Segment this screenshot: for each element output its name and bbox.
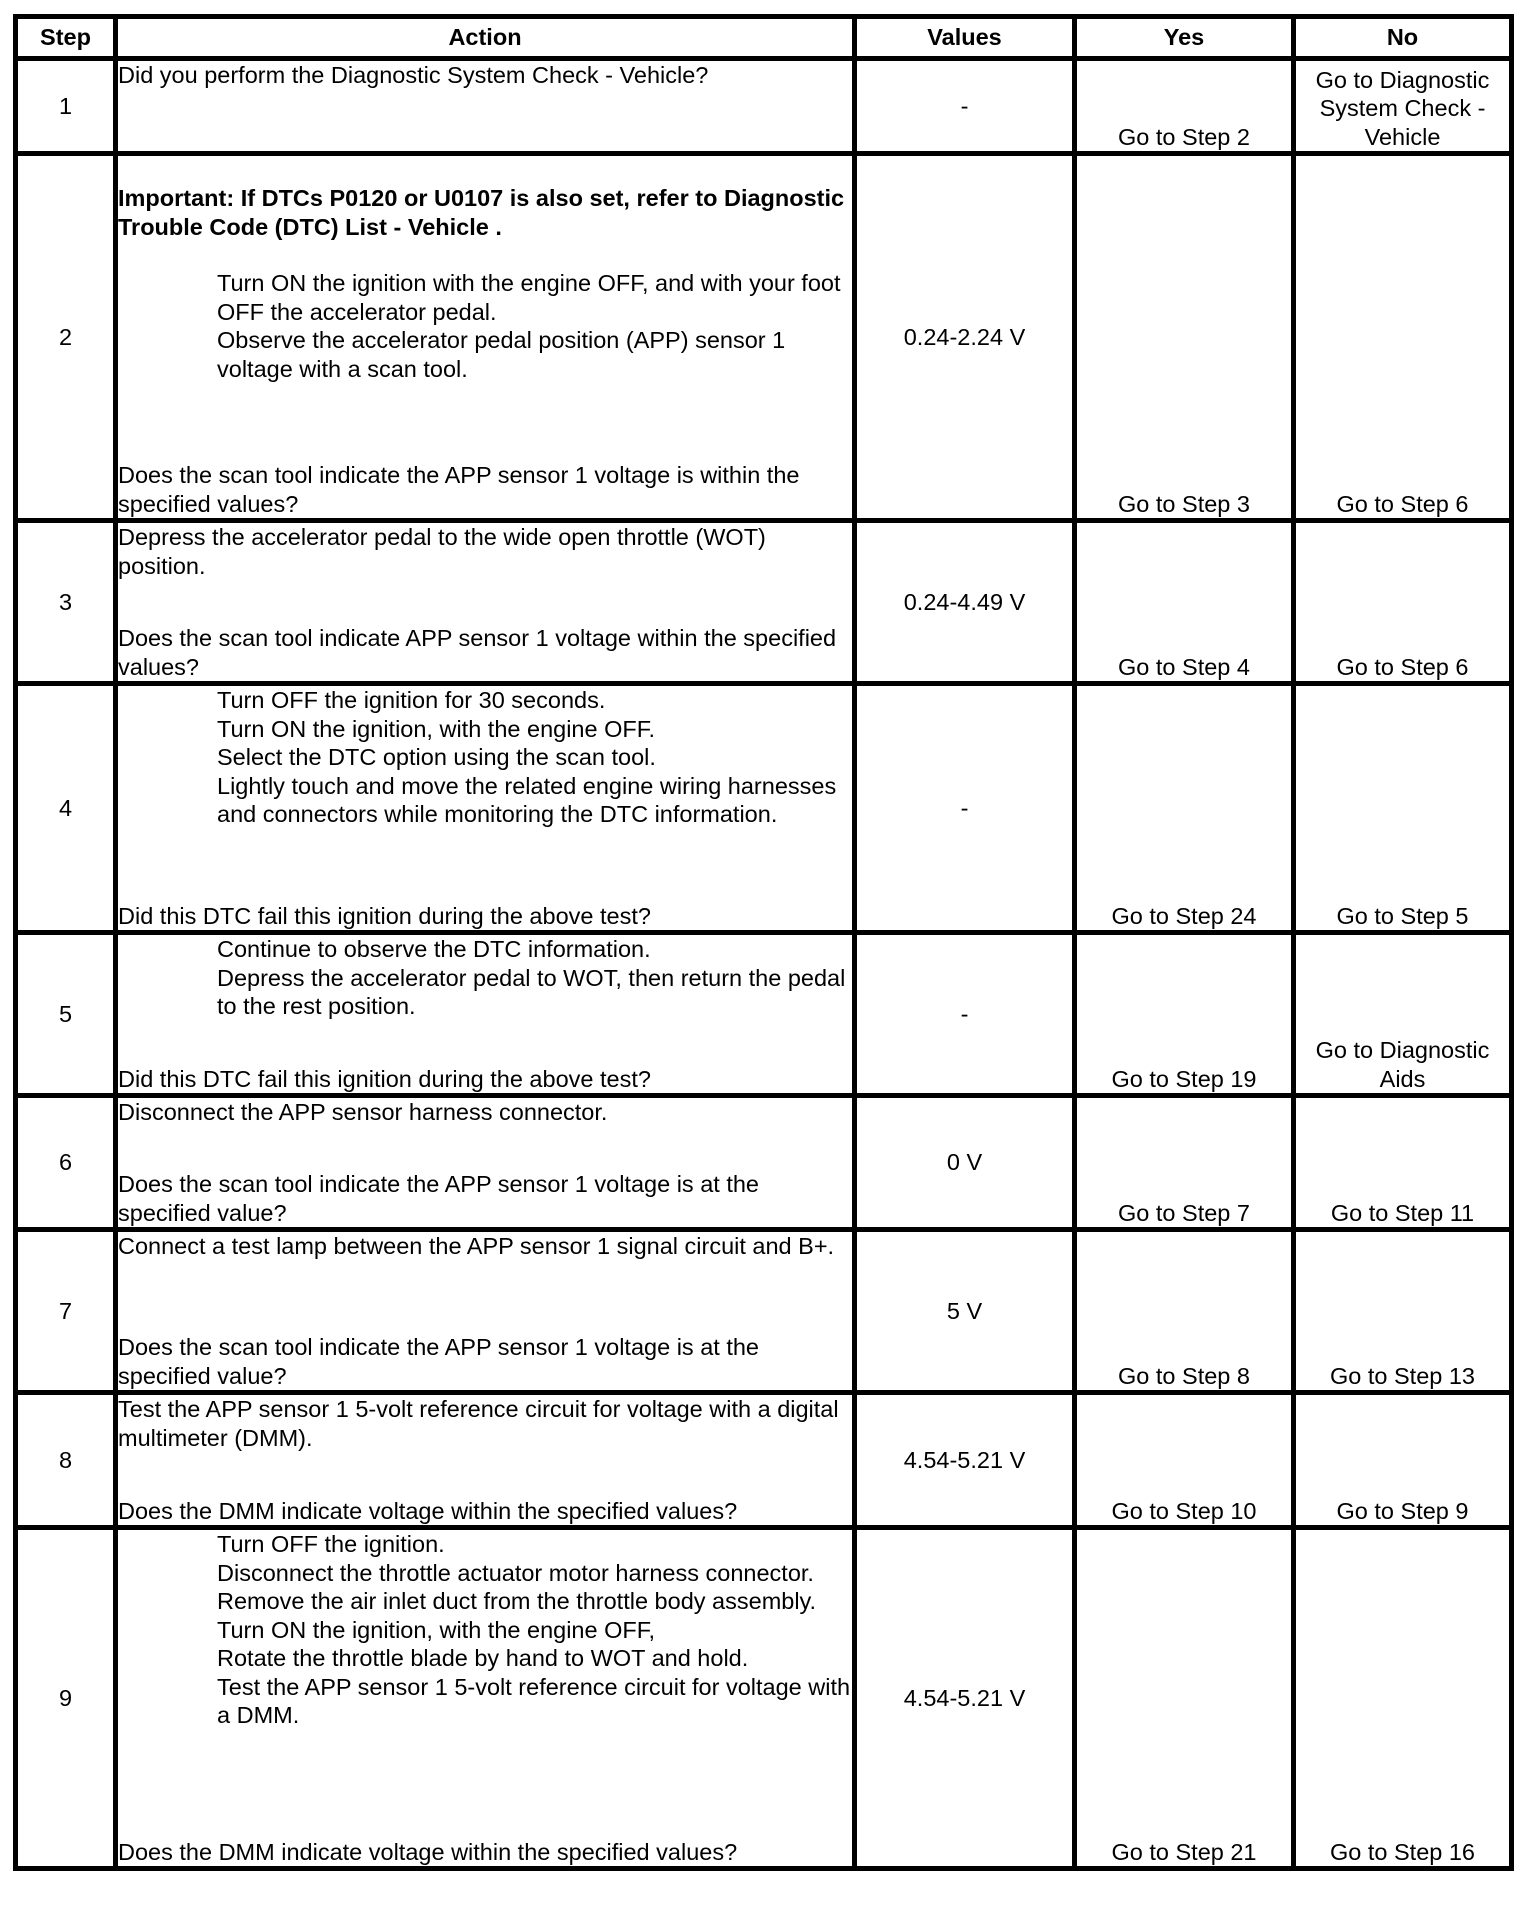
table-row: [16, 1230, 1512, 1393]
no-cell: [1294, 933, 1512, 1096]
instruction-item: Lightly touch and move the related engine wiring harnesses and connectors while monitoring the DTC information.: [217, 772, 837, 827]
action-instructions: [118, 156, 852, 383]
action-instructions: [118, 523, 852, 580]
no-cell: [1294, 59, 1512, 154]
action-instructions: [118, 1395, 852, 1452]
action-cell: [116, 521, 855, 684]
spacer: [118, 156, 852, 184]
no-cell-text: Go to Step 6: [1336, 653, 1469, 680]
no-cell-text: Go to Diagnostic System Check - Vehicle: [1315, 66, 1490, 150]
value-cell: 0.24-4.49 V: [855, 521, 1075, 684]
value-cell: -: [855, 933, 1075, 1096]
action-content: [118, 1098, 852, 1227]
action-question: Does the DMM indicate voltage within the specified values?: [118, 1497, 738, 1524]
table-row: [16, 59, 1512, 154]
instruction-item: Turn ON the ignition, with the engine OFF,: [217, 1616, 656, 1643]
no-cell-text: Go to Step 16: [1329, 1838, 1476, 1865]
action-cell: [116, 1096, 855, 1230]
yes-cell: Go to Step 8: [1075, 1230, 1294, 1393]
header-yes: Yes: [1075, 17, 1294, 59]
no-cell-text: Go to Step 5: [1336, 902, 1469, 929]
value-cell: 4.54-5.21 V: [855, 1528, 1075, 1869]
action-question: Does the scan tool indicate APP sensor 1 voltage within the specified values?: [118, 625, 837, 680]
instruction-item: Select the DTC option using the scan tool.: [217, 744, 656, 770]
step-number: 5: [16, 933, 116, 1096]
step-number: 3: [16, 521, 116, 684]
table-row: [16, 1096, 1512, 1230]
action-content: [118, 523, 852, 681]
action-content: [118, 1232, 852, 1390]
action-cell: [116, 684, 855, 933]
step-number: 6: [16, 1096, 116, 1230]
important-note: Important: If DTCs P0120 or U0107 is also set, refer to Diagnostic Trouble Code (DTC) List - Vehicle .: [118, 185, 845, 240]
action-question: Does the scan tool indicate the APP sensor 1 voltage is within the specified values?: [118, 462, 800, 517]
action-content: [118, 156, 852, 518]
action-cell: [116, 1230, 855, 1393]
spacer: [118, 241, 852, 269]
header-row: [16, 17, 1512, 59]
action-instructions: [118, 1530, 852, 1730]
step-number: 2: [16, 154, 116, 521]
instruction-item: Remove the air inlet duct from the throttle body assembly.: [217, 1588, 817, 1614]
no-cell-text: Go to Step 6: [1336, 490, 1469, 517]
value-cell: -: [855, 684, 1075, 933]
yes-cell: Go to Step 24: [1075, 684, 1294, 933]
no-cell: [1294, 1096, 1512, 1230]
yes-cell: Go to Step 3: [1075, 154, 1294, 521]
no-cell: [1294, 1528, 1512, 1869]
step-number: 4: [16, 684, 116, 933]
value-cell: 5 V: [855, 1230, 1075, 1393]
diagnostic-table: [13, 14, 1514, 1871]
step-number: 7: [16, 1230, 116, 1393]
action-question: Does the scan tool indicate the APP sensor 1 voltage is at the specified value?: [118, 1171, 759, 1226]
action-content: [118, 1530, 852, 1866]
action-instructions: [118, 1232, 852, 1261]
action-question: Does the DMM indicate voltage within the specified values?: [118, 1838, 738, 1865]
no-cell-text: Go to Diagnostic Aids: [1315, 1037, 1490, 1092]
instruction-text: Test the APP sensor 1 5-volt reference circuit for voltage with a digital multimeter (DMM).: [118, 1396, 839, 1451]
header-no: No: [1294, 17, 1512, 59]
table-body: [16, 59, 1512, 1869]
no-cell: [1294, 1230, 1512, 1393]
instruction-item: Continue to observe the DTC information.: [217, 936, 651, 962]
instruction-text: Depress the accelerator pedal to the wide open throttle (WOT) position.: [118, 524, 766, 579]
yes-cell: Go to Step 7: [1075, 1096, 1294, 1230]
value-cell: -: [855, 59, 1075, 154]
action-instructions: [118, 935, 852, 1021]
instruction-item: Turn OFF the ignition.: [217, 1531, 445, 1557]
yes-cell: Go to Step 10: [1075, 1393, 1294, 1528]
action-instructions: [118, 1098, 852, 1127]
table-row: [16, 684, 1512, 933]
instruction-item: Turn ON the ignition with the engine OFF, and with your foot OFF the accelerator pedal.: [217, 270, 841, 325]
no-cell: [1294, 521, 1512, 684]
instruction-text: Did you perform the Diagnostic System Check - Vehicle?: [118, 62, 709, 88]
action-cell: [116, 59, 855, 154]
header-step: Step: [16, 17, 116, 59]
action-instructions: [118, 61, 852, 90]
instruction-item: Depress the accelerator pedal to WOT, then return the pedal to the rest position.: [217, 964, 846, 1019]
no-cell-text: Go to Step 13: [1329, 1362, 1476, 1389]
no-cell: [1294, 1393, 1512, 1528]
action-cell: [116, 933, 855, 1096]
action-cell: [116, 1393, 855, 1528]
yes-cell: Go to Step 2: [1075, 59, 1294, 154]
table-row: [16, 521, 1512, 684]
value-cell: 0.24-2.24 V: [855, 154, 1075, 521]
header-action: Action: [116, 17, 855, 59]
step-number: 8: [16, 1393, 116, 1528]
action-question: Did this DTC fail this ignition during the above test?: [118, 902, 651, 929]
table-row: [16, 933, 1512, 1096]
action-content: [118, 61, 852, 151]
step-number: 9: [16, 1528, 116, 1869]
no-cell: [1294, 684, 1512, 933]
step-number: 1: [16, 59, 116, 154]
no-cell: [1294, 154, 1512, 521]
instruction-item: Turn ON the ignition, with the engine OFF.: [217, 715, 656, 742]
yes-cell: Go to Step 21: [1075, 1528, 1294, 1869]
action-content: [118, 1395, 852, 1525]
action-cell: [116, 154, 855, 521]
instruction-item: Disconnect the throttle actuator motor harness connector.: [217, 1559, 814, 1586]
table-row: [16, 1528, 1512, 1869]
instruction-text: Disconnect the APP sensor harness connector.: [118, 1099, 608, 1125]
value-cell: 0 V: [855, 1096, 1075, 1230]
instruction-item: Test the APP sensor 1 5-volt reference circuit for voltage with a DMM.: [217, 1673, 851, 1728]
action-instructions: [118, 686, 852, 829]
yes-cell: Go to Step 4: [1075, 521, 1294, 684]
action-cell: [116, 1528, 855, 1869]
instruction-item: Observe the accelerator pedal position (APP) sensor 1 voltage with a scan tool.: [217, 327, 786, 382]
action-question: Does the scan tool indicate the APP sensor 1 voltage is at the specified value?: [118, 1334, 759, 1389]
yes-cell: Go to Step 19: [1075, 933, 1294, 1096]
action-content: [118, 686, 852, 930]
action-question: Did this DTC fail this ignition during the above test?: [118, 1065, 651, 1092]
instruction-text: Connect a test lamp between the APP sensor 1 signal circuit and B+.: [118, 1233, 835, 1259]
header-values: Values: [855, 17, 1075, 59]
no-cell-text: Go to Step 11: [1330, 1199, 1475, 1226]
no-cell-text: Go to Step 9: [1336, 1497, 1469, 1524]
table-row: [16, 1393, 1512, 1528]
action-content: [118, 935, 852, 1093]
value-cell: 4.54-5.21 V: [855, 1393, 1075, 1528]
table-row: [16, 154, 1512, 521]
instruction-item: Turn OFF the ignition for 30 seconds.: [217, 687, 606, 713]
instruction-item: Rotate the throttle blade by hand to WOT and hold.: [217, 1645, 749, 1671]
